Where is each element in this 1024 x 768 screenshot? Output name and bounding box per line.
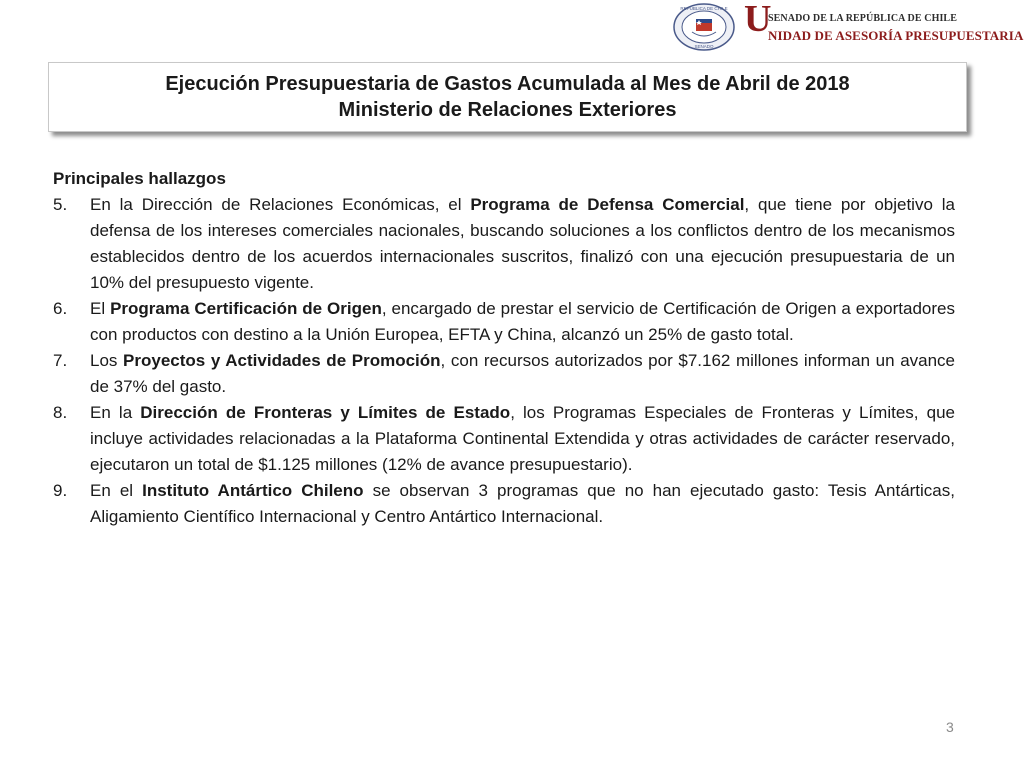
item-text-post: , encargado de prestar el servicio de Certificación de Origen a exportadores con productos con destino a la Unión Europea, EFTA y China, alcanzó un 25% de gasto total. xyxy=(90,299,955,344)
item-text-pre: Los xyxy=(90,351,124,370)
item-text-pre: En la xyxy=(90,403,141,422)
item-number: 6. xyxy=(53,299,68,318)
item-text-pre: En la Dirección de Relaciones Económicas, el xyxy=(90,195,471,214)
slide-subtitle: Ministerio de Relaciones Exteriores xyxy=(338,99,677,121)
section-heading: Principales hallazgos xyxy=(53,169,226,188)
page-number: 3 xyxy=(946,719,954,735)
item-number: 8. xyxy=(53,403,68,422)
item-text-bold: Instituto Antártico Chileno xyxy=(142,481,364,500)
brand-name: NIDAD DE ASESORÍA PRESUPUESTARIA xyxy=(768,28,1024,43)
item-text-post: , que tiene por objetivo la defensa de los intereses comerciales nacionales, buscando soluciones a los conflictos dentro de los mecanismos establecidos dentro de los acuerdos internacionales suscritos, finalizó con una ejecución presupuestaria de un 10% del presupuesto vigente. xyxy=(90,195,955,292)
list-item xyxy=(53,400,955,478)
item-text-pre: En el xyxy=(90,481,143,500)
findings-list xyxy=(53,192,955,530)
item-number: 9. xyxy=(53,481,68,500)
item-number: 5. xyxy=(53,195,68,214)
item-text-bold: Programa de Defensa Comercial xyxy=(470,195,745,214)
seal-bottom-text: SENADO xyxy=(694,44,714,49)
item-text-pre: El xyxy=(90,299,111,318)
list-item xyxy=(53,478,955,530)
slide-title: Ejecución Presupuestaria de Gastos Acumulada al Mes de Abril de 2018 xyxy=(165,73,850,95)
brand-initial: U xyxy=(744,0,772,40)
brand-subtitle: SENADO DE LA REPÚBLICA DE CHILE xyxy=(768,13,957,24)
findings-section xyxy=(53,166,955,530)
item-text-bold: Programa Certificación de Origen xyxy=(110,299,382,318)
seal-top-text: REPÚBLICA DE CHILE xyxy=(680,6,728,11)
list-item xyxy=(53,192,955,296)
item-text-post: , los Programas Especiales de Fronteras y Límites, que incluye actividades relacionadas a la Plataforma Continental Extendida y otras actividades de carácter reservado, ejecutaron un total de $1.125 millones (12% de avance presupuestario). xyxy=(90,403,955,474)
item-number: 7. xyxy=(53,351,68,370)
list-item xyxy=(53,348,955,400)
senate-seal-icon xyxy=(672,2,736,52)
item-text-bold: Dirección de Fronteras y Límites de Estado xyxy=(140,403,511,422)
item-text-post: , con recursos autorizados por $7.162 millones informan un avance de 37% del gasto. xyxy=(90,351,956,396)
list-item xyxy=(53,296,955,348)
item-text-bold: Proyectos y Actividades de Promoción xyxy=(123,351,441,370)
slide-title-box xyxy=(48,62,967,132)
item-text-post: se observan 3 programas que no han ejecutado gasto: Tesis Antárticas, Aligamiento Científico Internacional y Centro Antártico Internacional. xyxy=(90,481,955,526)
senate-logo xyxy=(672,0,1024,54)
